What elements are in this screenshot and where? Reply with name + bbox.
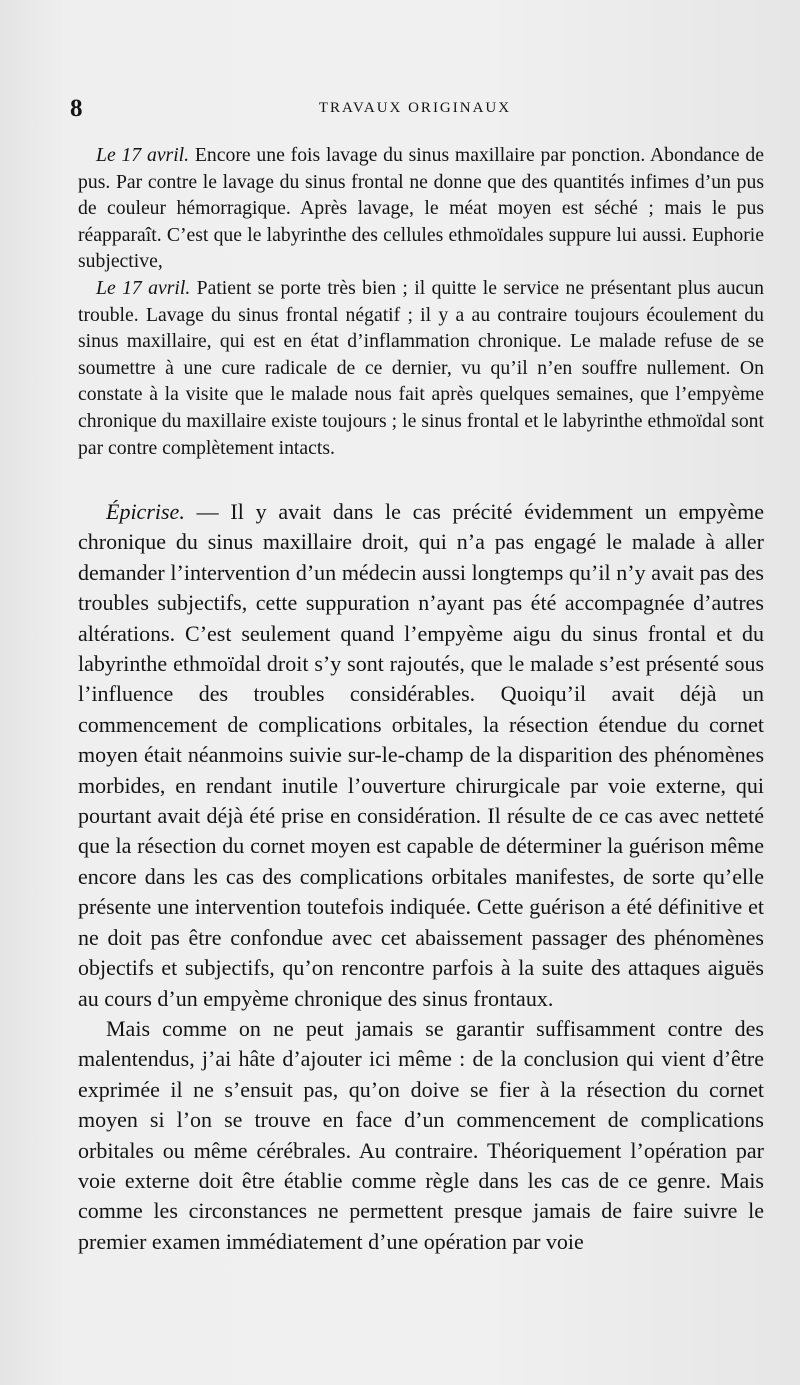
case-notes-block	[78, 142, 764, 461]
paragraph-april-17-first	[78, 142, 764, 275]
date-lead: Le 17 avril.	[96, 276, 191, 299]
paragraph-conclusion	[78, 1014, 764, 1257]
paragraph-text: — Il y avait dans le cas précité évidemment un empyème chronique du sinus maxillaire droit, qui n’a pas engagé le malade à aller demander l’intervention d’un médecin aussi longtemps qu’il n’y avait pas des troubles subjectifs, cette suppuration n’ayant pas été accompagnée d’autres altérations. C’est seulement quand l’empyème aigu du sinus frontal et du labyrinthe ethmoïdal droit s’y sont rajoutés, que le malade s’est présenté sous l’influence des troubles considérables. Quoiqu’il avait déjà un commencement de complications orbitales, la résection étendue du cornet moyen était néanmoins suivie sur-le-champ de la disparition des phénomènes morbides, en rendant inutile l’ouverture chirurgicale par voie externe, qui pourtant avait déjà été prise en considération. Il résulte de ce cas avec netteté que la résection du cornet moyen est capable de déterminer la guérison même encore dans les cas des complications orbitales manifestes, de sorte qu’elle présente une intervention toutefois indiquée. Cette guérison a été définitive et ne doit pas être confondue avec cet abaissement passager des phénomènes objectifs et subjectifs, qu’on rencontre parfois à la suite des attaques aiguës au cours d’un empyème chronique des sinus frontaux.	[78, 499, 764, 1011]
date-lead: Le 17 avril.	[96, 144, 190, 166]
paragraph-text: Patient se porte très bien ; il quitte le service ne présentant plus aucun trouble. Lavage du sinus frontal négatif ; il y a au contraire toujours écoulement du sinus maxillaire, qui est en état d’inflammation chronique. Le malade refuse de se soumettre à une cure radicale de ce dernier, vu qu’il n’en souffre nullement. On constate à la visite que le malade nous fait après quelques semaines, que l’empyème chronique du maxillaire existe toujours ; le sinus frontal et le labyrinthe ethmoïdal sont par contre complètement intacts.	[78, 276, 764, 459]
running-title: TRAVAUX ORIGINAUX	[318, 100, 512, 116]
page-number: 8	[70, 95, 83, 122]
paragraph-text: Encore une fois lavage du sinus maxillaire par ponction. Abondance de pus. Par contre le lavage du sinus frontal ne donne que des quantités infimes d’un pus de couleur hémorragique. Après lavage, le méat moyen est séché ; mais le pus réapparaît. C’est que le labyrinthe des cellules ethmoïdales suppure lui aussi. Euphorie subjective,	[78, 144, 764, 273]
section-lead: Épicrise.	[106, 499, 185, 524]
paragraph-epicrise	[78, 497, 764, 1014]
main-text-block	[78, 497, 764, 1257]
paragraph-text: Mais comme on ne peut jamais se garantir suffisamment contre des malentendus, j’ai hâte d’ajouter ici même : de la conclusion qui vient d’être exprimée il ne s’ensuit pas, qu’on doive se fier à la résection du cornet moyen si l’on se trouve en face d’un commencement de complications orbitales ou même cérébrales. Au contraire. Théoriquement l’opération par voie externe doit être établie comme règle dans les cas de ce genre. Mais comme les circonstances ne permettent presque jamais de faire suivre le premier examen immédiatement d’une opération par voie	[78, 1015, 764, 1254]
paragraph-april-17-second	[78, 275, 764, 461]
page-header	[70, 95, 760, 125]
